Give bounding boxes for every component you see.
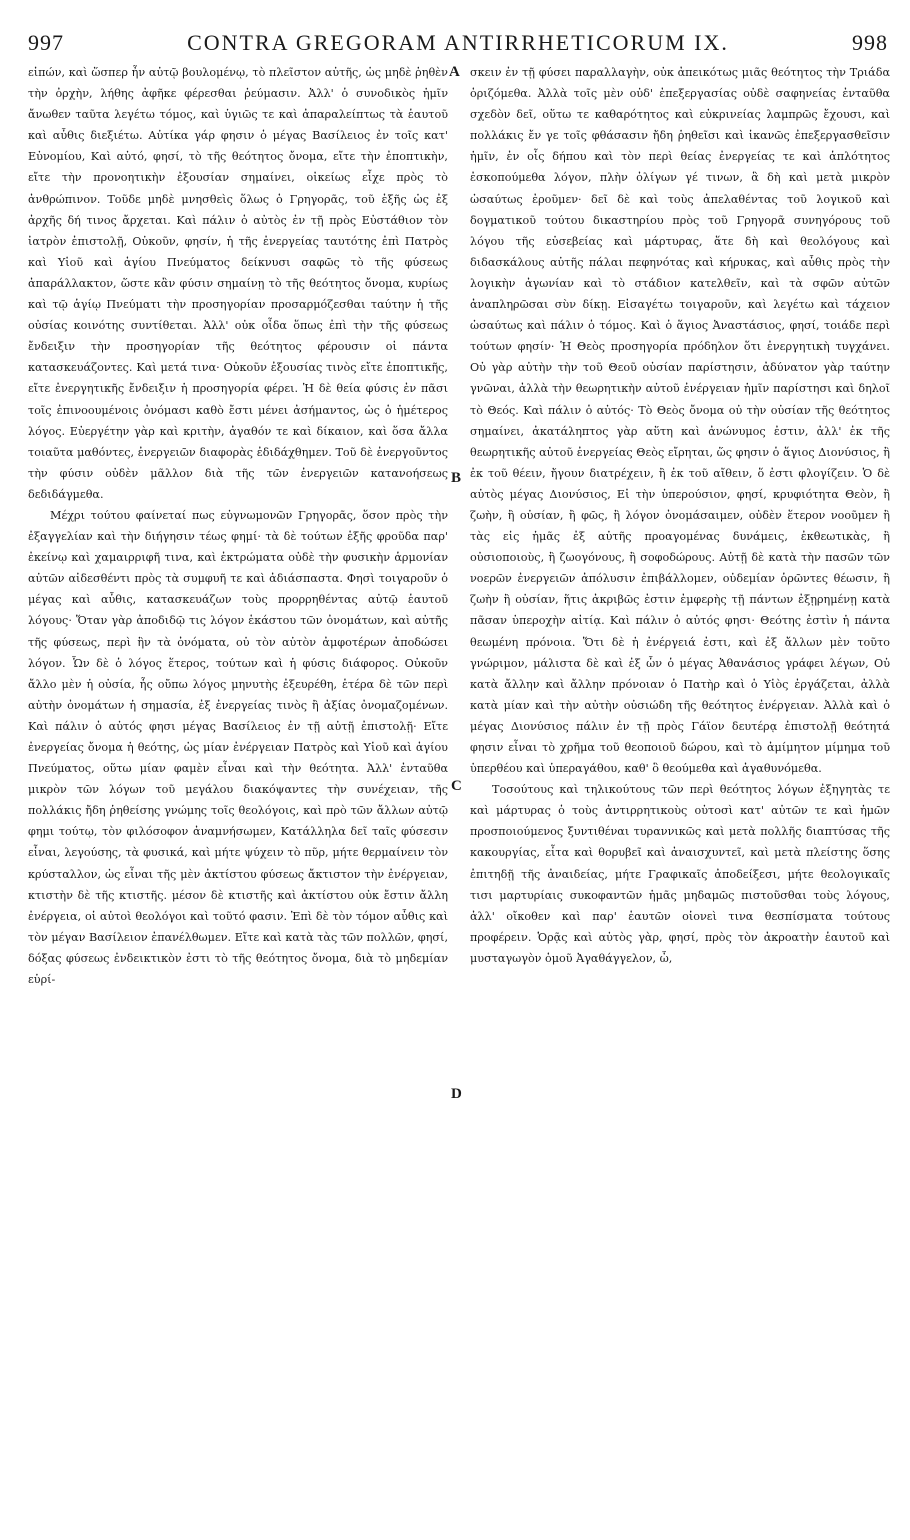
running-title: CONTRA GREGORAM ANTIRRHETICORUM IX.	[187, 30, 729, 55]
page-number-right: 998	[852, 30, 888, 55]
paragraph: σκειν ἐν τῇ φύσει παραλλαγὴν, οὐκ ἀπεικότως μιᾶς θεότητος τὴν Τριάδα ὁριζόμεθα. Ἀλλὰ τοῖς μὲν οὐδ' ἐπεξεργασίας οὐδὲ σαφηνείας ἐνταῦθα σχεδὸν δεῖ, οὕτω τε καθαρότητος καὶ εὐκρινείας λαμπρῶς ἔχουσι, καὶ πολλάκις ἔν γε τοῖς φθάσασιν ἤδη ῥηθεῖσι καὶ ἱκανῶς ἐπεξεργασθεῖσιν ἡμῖν, ἐν οἷς δήπου καὶ τὸν περὶ θείας ἐνεργείας τε καὶ ἁπλότητος ἐσκοπούμεθα λόγον, πλὴν ὀλίγων γέ τινων, ἃ δὴ καὶ μετὰ μικρὸν ὡσαύτως ἐροῦμεν· δεῖ δὲ καὶ τοὺς ἀπελαθέντας τοῦ λογικοῦ καὶ δογματικοῦ τούτου δικαστηρίου πρὸς τοῦ Γρηγορᾶ συνηγόρους τοῦ λόγου τῆς εὐσεβείας καὶ μάρτυρας, ἅτε δὴ καὶ θεολόγους καὶ διδασκάλους αὐτῆς πάλαι πεφηνότας καὶ κήρυκας, καὶ αὖθις πρὸς τὴν λογικὴν ἀγωνίαν καὶ τὸ στάδιον κατελθεῖν, καὶ τὰ σφῶν αὐτῶν ἀναπληρῶσαι σὺν δίκῃ. Εἰσαγέτω τοιγαροῦν, καὶ λεγέτω καὶ τάχειον ὡσαύτως καὶ πάλιν ὁ τόμος. Καὶ ὁ ἅγιος Ἀναστάσιος, φησί, τοιάδε περὶ τούτων φησίν· Ἡ Θεὸς προσηγορία πρόδηλον ὅτι ἐνεργητικὴ τυγχάνει. Οὐ γὰρ αὐτὴν τὴν τοῦ Θεοῦ οὐσίαν παρίστησιν, ἀδύνατον γὰρ ταύτην γνῶναι, ἀλλὰ τὴν θεωρητικὴν αὐτοῦ ἐνέργειαν ἡμῖν παρίστησι καὶ δηλοῖ τὸ Θεός. Καὶ πάλιν ὁ αὐτός· Τὸ Θεὸς ὄνομα οὐ τὴν οὐσίαν τῆς θεότητος σημαίνει, ἀκατάληπτος γὰρ αὕτη καὶ ἀνώνυμος ἐστιν, ἀλλ' ἐκ τῆς θεωρητικῆς αὐτοῦ ἐνεργείας Θεὸς εἴρηται, ὥς φησιν ὁ ἅγιος Διονύσιος, ἢ ἐκ τοῦ θέειν, ἤγουν διατρέχειν, ἢ ἐκ τοῦ αἴθειν, ὅ ἐστι φλογίζειν. Ὁ δὲ αὐτὸς μέγας Διονύσιος, Εἰ τὴν ὑπερούσιον, φησί, κρυφιότητα Θεὸν, ἢ ζωὴν, ἢ οὐσίαν, ἢ φῶς, ἢ λόγον ὀνομάσαιμεν, οὐδὲν ἕτερον νοοῦμεν ἢ τὰς εἰς ἡμᾶς ἐξ αὐτῆς προαγομένας δυνάμεις, ἐκθεωτικὰς, ἢ οὐσιοποιοὺς, ἢ ζωογόνους, ἢ σοφοδώρους. Αὐτῇ δὲ κατὰ τὴν πασῶν τῶν νοερῶν ἐνεργειῶν ἀπόλυσιν ἐπιβάλλομεν, οὐδεμίαν ὁρῶντες θέωσιν, ἢ ζωὴν ἢ οὐσίαν, ἥτις ἀκριβῶς ἐστιν ἐμφερὴς τῇ πάντων ἐξῃρημένῃ κατὰ πᾶσαν ὑπεροχὴν αἰτίᾳ. Καὶ πάλιν ὁ αὐτός φησι· Θεότης ἐστὶν ἡ πάντα θεωμένη πρόνοια. Ὅτι δὲ ἡ ἐνέργειά ἐστι, καὶ ἐξ ἄλλων μὲν τοῦτο γνώριμον, μάλιστα δὲ καὶ ἐξ ὧν ὁ μέγας Ἀθανάσιος γράφει λέγων, Οὐ κατὰ ἄλλην καὶ ἄλλην πρόνοιαν ὁ Πατὴρ καὶ ὁ Υἱὸς ἐργάζεται, ἀλλὰ κατὰ μίαν καὶ τὴν αὐτὴν οὐσιώδη τῆς θεότητος ἐνέργειαν. Ἀλλὰ καὶ ὁ μέγας Διονύσιος πάλιν ἐν τῇ πρὸς Γάϊον δευτέρᾳ ἐπιστολῇ θεότητά φησιν εἶναι τὸ χρῆμα τοῦ θεοποιοῦ δώρου, καὶ τὸ ἀμίμητον μίμημα τοῦ ὑπερθέου καὶ ὑπεραγάθου, καθ' ὃ θεούμεθα καὶ ἀγαθυνόμεθα.	[470, 66, 890, 776]
right-column	[470, 62, 890, 969]
margin-letter-b: B	[451, 470, 462, 486]
margin-letter-a: A	[449, 64, 460, 80]
running-header	[28, 30, 888, 56]
paragraph: εἰπών, καὶ ὥσπερ ἦν αὐτῷ βουλομένῳ, τὸ πλεῖστον αὐτῆς, ὡς μηδὲ ῥηθὲν τὴν ὀρχὴν, λήθης ἀφῆκε φέρεσθαι ῥεύμασιν. Ἀλλ' ὁ συνοδικὸς ἡμῖν ἄνωθεν ταῦτα λεγέτω τόμος, καὶ ὑγιῶς τε καὶ ἀπαραλείπτως τὰ ἑαυτοῦ καὶ αὖθις διεξιέτω. Αὐτίκα γάρ φησιν ὁ μέγας Βασίλειος ἐν τοῖς κατ' Εὐνομίου, Καὶ αὐτό, φησί, τὸ τῆς θεότητος ὄνομα, εἴτε τὴν ἐποπτικὴν, εἴτε τὴν προνοητικὴν ἐξουσίαν σημαίνει, οἰκείως εἶχε πρὸς τὸ ἀνθρώπινον. Τοῦδε μηδὲ μνησθεὶς ὅλως ὁ Γρηγορᾶς, τοῦ ἑξῆς ὡς ἐξ ἀρχῆς δή τινος ἄρχεται. Καὶ πάλιν ὁ αὐτὸς ἐν τῇ πρὸς Εὐστάθιον τὸν ἰατρὸν ἐπιστολῇ, Οὐκοῦν, φησίν, ἡ τῆς ἐνεργείας ταυτότης ἐπὶ Πατρὸς καὶ Υἱοῦ καὶ ἁγίου Πνεύματος δείκνυσι σαφῶς τὸ τῆς φύσεως ἀπαράλλακτον, ὥστε κἂν φύσιν σημαίνῃ τὸ τῆς θεότητος ὄνομα, κυρίως καὶ τῷ ἁγίῳ Πνεύματι τὴν προσηγορίαν προσαρμόζεσθαι ταύτην ἡ τῆς οὐσίας κοινότης συντίθεται. Ἀλλ' οὐκ οἶδα ὅπως ἐπὶ τὴν τῆς φύσεως ἔνδειξιν τὴν προσηγορίαν τῆς θεότητος φέρουσιν οἱ πάντα κατασκευάζοντες. Καὶ μετά τινα· Οὐκοῦν ἐξουσίας τινὸς εἴτε ἐποπτικῆς, εἴτε ἐνεργητικῆς ἔνδειξιν ἡ προσηγορία φέρει. Ἡ δὲ θεία φύσις ἐν πᾶσι τοῖς ἐπινοουμένοις ὀνόμασι καθὸ ἔστι μένει ἀσήμαντος, ὡς ὁ ἡμέτερος λόγος. Εὐεργέτην γὰρ καὶ κριτὴν, ἀγαθόν τε καὶ δίκαιον, καὶ ὅσα ἄλλα τοιαῦτα μαθόντες, ἐνεργειῶν διαφορὰς ἐδιδάχθημεν. Τοῦ δὲ ἐνεργοῦντος τὴν φύσιν οὐδὲν μᾶλλον διὰ τῆς τῶν ἐνεργειῶν κατανοήσεως δεδιδάγμεθα.	[28, 66, 448, 501]
paragraph: Μέχρι τούτου φαίνεταί πως εὐγνωμονῶν Γρηγορᾶς, ὅσον πρὸς τὴν ἐξαγγελίαν καὶ τὴν διήγησιν τέως φημί· τὰ δὲ τούτων ἑξῆς φροῦδα παρ' ἐκείνῳ καὶ χαμαιρριφῆ τινα, καὶ ἐκτρώματα οὐδὲ τὴν φυσικὴν ἁρμονίαν αὐτῶν αἰδεσθέντι πρὸς τὰ συμφυῆ τε καὶ ἀδιάσπαστα. Φησὶ τοιγαροῦν ὁ μέγας καὶ αὖθις, κατασκευάζων τοὺς προρρηθέντας αὐτῷ ἑαυτοῦ λόγους· Ὅταν γὰρ ἀποδιδῷ τις λόγον ἑκάστου τῶν ὀνομάτων, καὶ αὐτῆς τῆς φύσεως, περὶ ἣν τὰ ὀνόματα, οὐ τὸν αὐτὸν ἀμφοτέρων ἀποδώσει λόγον. Ὧν δὲ ὁ λόγος ἕτερος, τούτων καὶ ἡ φύσις διάφορος. Οὐκοῦν ἄλλο μὲν ἡ οὐσία, ἧς οὔπω λόγος μηνυτὴς ἐξευρέθη, ἑτέρα δὲ τῶν περὶ αὐτὴν ὀνομάτων ἡ σημασία, ἐξ ἐνεργείας τινὸς ἢ ἀξίας ὀνομαζομένων. Καὶ πάλιν ὁ αὐτός φησι μέγας Βασίλειος ἐν τῇ αὐτῇ ἐπιστολῇ· Εἴτε ἐνεργείας ὄνομα ἡ θεότης, ὡς μίαν ἐνέργειαν Πατρὸς καὶ Υἱοῦ καὶ ἁγίου Πνεύματος, οὕτω μίαν φαμὲν εἶναι καὶ τὴν θεότητα. Ἀλλ' ἐνταῦθα μικρὸν τῶν λόγων τοῦ μεγάλου διακόψαντες τὴν συνέχειαν, τῆς πολλάκις ἤδη ῥηθείσης γνώμης τοῖς θεολόγοις, καὶ πρὸ τῶν ἄλλων αὐτῷ φημι τούτῳ, τὸν φιλόσοφον ἀναμνήσωμεν, Κατάλληλα δεῖ ταῖς φύσεσιν εἶναι, λεγούσης, τὰ φυσικά, καὶ μήτε ψύχειν τὸ πῦρ, μήτε θερμαίνειν τὸν κρύσταλλον, ὡς εἶναι τῆς μὲν ἀκτίστου φύσεως ἄκτιστον τὴν ἐνέργειαν, κτιστὴν δὲ τῆς κτιστῆς. μέσον δὲ κτιστῆς καὶ ἀκτίστου οὐκ ἔστιν ἄλλη ἐνέργεια, οἱ αὐτοὶ θεολόγοι καὶ τοῦτό φασιν. Ἐπὶ δὲ τὸν τόμον αὖθις καὶ τὸν μέγαν Βασίλειον ἐπανέλθωμεν. Εἴτε καὶ κατὰ τὰς τῶν πολλῶν, φησί, δόξας φύσεως ἐνδεικτικὸν ἐστι τὸ τῆς θεότητος ὄνομα, διὰ τὸ μηδεμίαν εὑρί-	[28, 508, 448, 987]
margin-letter-d: D	[451, 1086, 462, 1102]
margin-letter-c: C	[451, 778, 462, 794]
page-number-left: 997	[28, 30, 64, 55]
paragraph: Τοσούτους καὶ τηλικούτους τῶν περὶ θεότητος λόγων ἐξηγητὰς τε καὶ μάρτυρας ὁ τοὺς ἀντιρρητικοὺς οὑτοσὶ κατ' αὐτῶν τε καὶ ἡμῶν προσποιούμενος ξυντιθέναι τυραννικῶς καὶ μετὰ πολλῆς διαπτύσας τῆς κακουργίας, εἶτα καὶ θορυβεῖ καὶ ἀναισχυντεῖ, καὶ μετὰ πλείστης ὅσης ἐπιτηδῇ τῆς ἀναιδείας, μήτε Γραφικαῖς ἀποδείξεσι, μήτε θεολογικαῖς τισι μαρτυρίαις συκοφαντῶν ἡμᾶς μηδαμῶς πιστοῦσθαι τοὺς λόγους, ἀλλ' οἴκοθεν καὶ παρ' ἑαυτῶν οἱονεὶ τινα θεσπίσματα τούτους προφέρειν. Ὁρᾷς καὶ αὐτὸς γὰρ, φησί, πρὸς τὸν ἀκροατὴν ἑαυτοῦ καὶ μυσταγωγὸν ὁμοῦ Ἀγαθάγγελον, ὦ,	[470, 783, 890, 965]
left-column	[28, 62, 448, 990]
